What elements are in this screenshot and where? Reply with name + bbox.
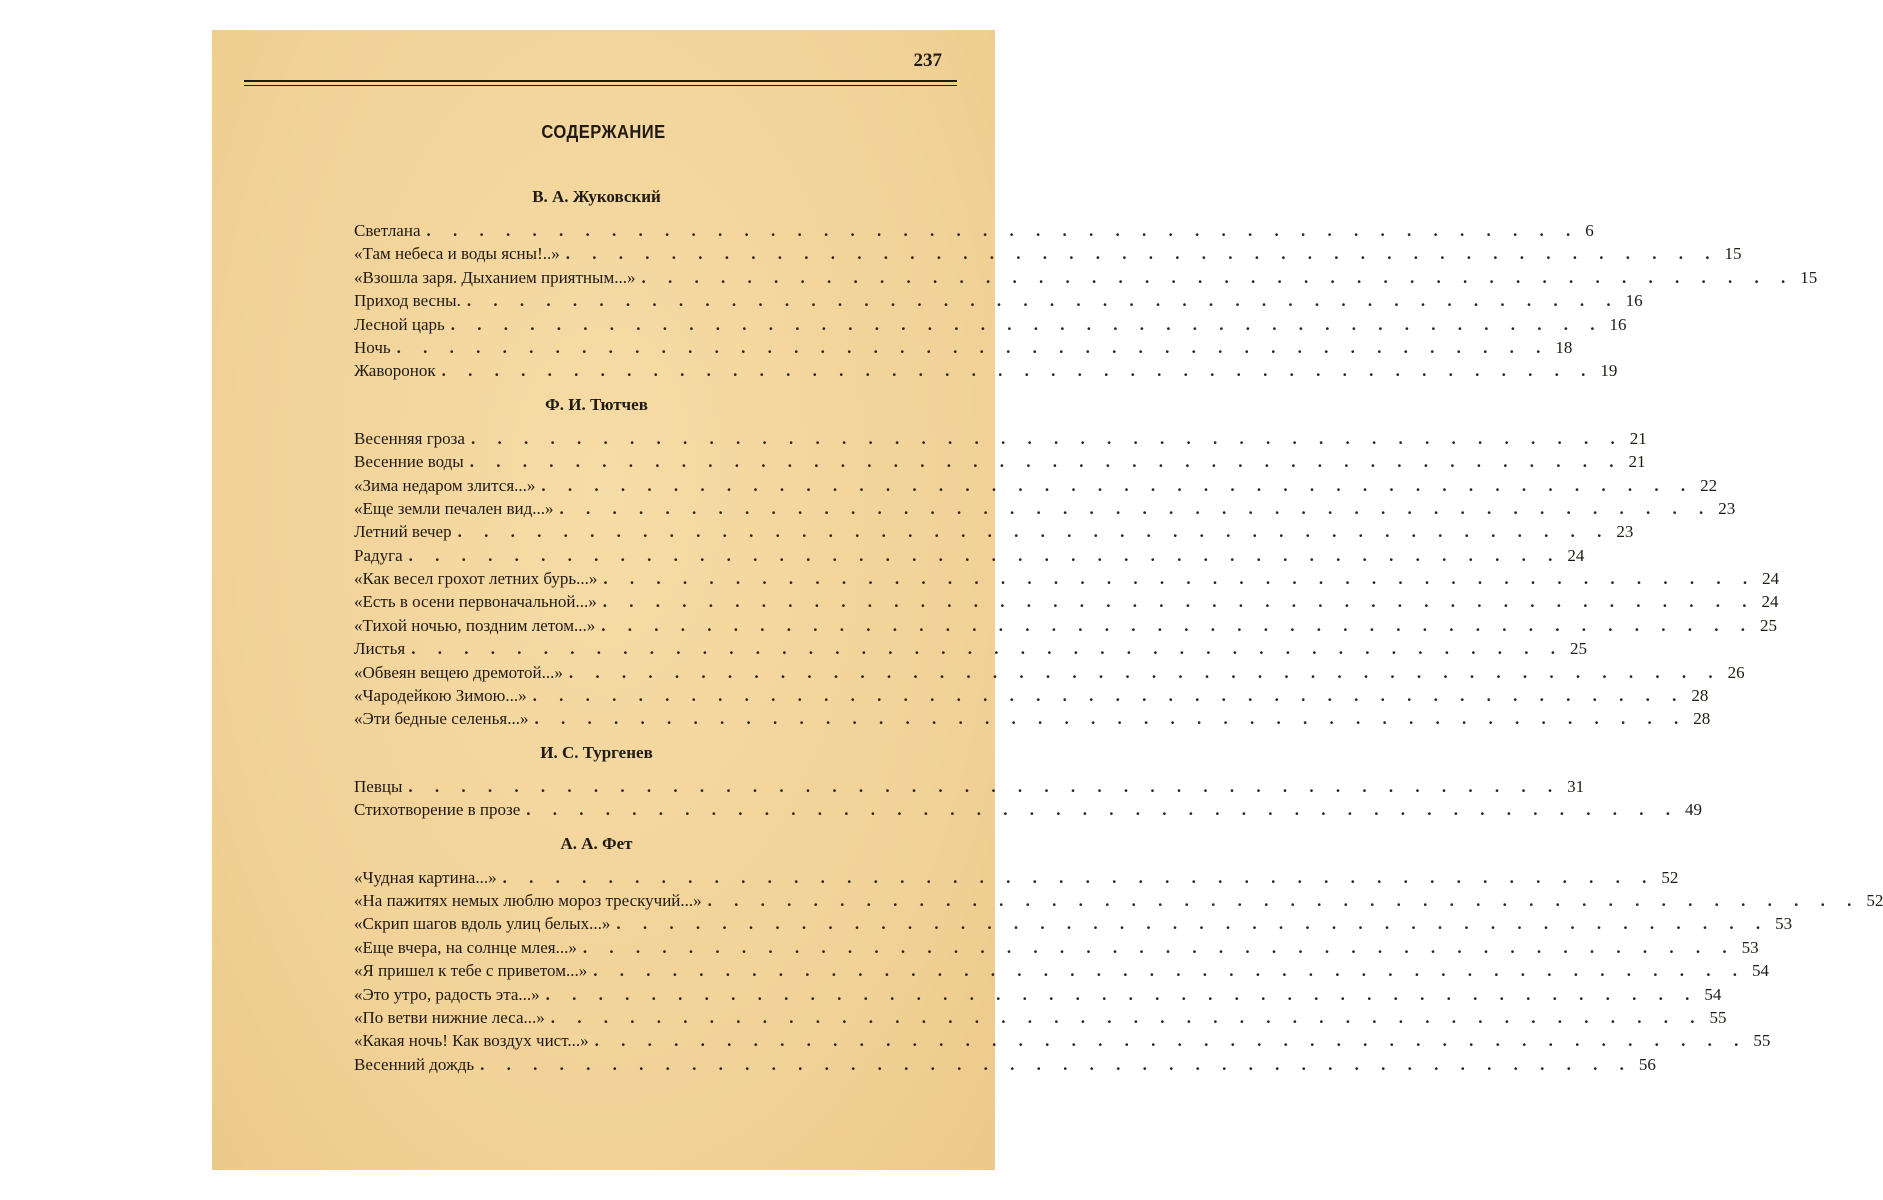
- toc-section: [354, 393, 1780, 731]
- entry-page-number: 49: [1685, 800, 1703, 820]
- entry-page-number: 55: [1709, 1007, 1727, 1027]
- author-heading: А. А. Фет: [560, 833, 633, 853]
- toc-entry: [354, 798, 1703, 821]
- entry-title: Весенние воды: [354, 452, 464, 472]
- dot-leader: . . . . . . . . . . . . . . . . . . . . . . . . . . . . . . . . . . . . . . . . . . . .: [559, 498, 1713, 518]
- toc-entry: [354, 1006, 1727, 1029]
- dot-leader: . . . . . . . . . . . . . . . . . . . . . . . . . . . . . . . . . . . . . . . . . . . .: [441, 361, 1595, 381]
- header-rule: [244, 80, 957, 86]
- author-heading: И. С. Тургенев: [540, 742, 653, 762]
- entry-page-number: 24: [1761, 592, 1779, 612]
- entry-page-number: 16: [1609, 314, 1627, 334]
- dot-leader: . . . . . . . . . . . . . . . . . . . . . . . . . . . . . . . . . . . . . . . . . . . .: [601, 615, 1754, 635]
- entry-title: «Чудная картина...»: [354, 867, 497, 887]
- toc-entry: [354, 866, 1679, 889]
- entry-title: «Взошла заря. Дыханием приятным...»: [354, 267, 636, 287]
- entry-page-number: 24: [1567, 545, 1585, 565]
- entry-title: «Зима недаром злится...»: [354, 475, 536, 495]
- toc-entry: [354, 684, 1709, 707]
- entry-title: Листья: [354, 639, 406, 659]
- entry-page-number: 52: [1866, 890, 1883, 910]
- page-number: 237: [913, 50, 942, 71]
- dot-leader: . . . . . . . . . . . . . . . . . . . . . . . . . . . . . . . . . . . . . . . . . . . .: [466, 291, 1620, 311]
- toc-entry: [354, 497, 1736, 520]
- toc-section: [354, 832, 1883, 1077]
- entry-list: [354, 219, 1818, 383]
- toc-entry: [354, 266, 1818, 289]
- entry-title: «Как весел грохот летних бурь...»: [354, 569, 598, 589]
- entry-page-number: 23: [1718, 498, 1736, 518]
- toc-entry: [354, 474, 1718, 497]
- entry-title: «Какая ночь! Как воздух чист...»: [354, 1031, 589, 1051]
- entry-title: Летний вечер: [354, 522, 452, 542]
- entry-page-number: 54: [1751, 961, 1769, 981]
- toc-entry: [354, 544, 1585, 567]
- dot-leader: . . . . . . . . . . . . . . . . . . . . . . . . . . . . . . . . . . . . . . . . . . . .: [616, 914, 1770, 934]
- dot-leader: . . . . . . . . . . . . . . . . . . . . . . . . . . . . . . . . . . . . . . . . . . . .: [411, 639, 1564, 659]
- entry-title: Лесной царь: [354, 314, 445, 334]
- toc-entry: [354, 614, 1777, 637]
- dot-leader: . . . . . . . . . . . . . . . . . . . . . . . . . . . . . . . . . . . . . . . . . . . .: [602, 592, 1756, 612]
- toc-section: [354, 741, 1703, 822]
- toc-entry: [354, 450, 1646, 473]
- toc-entry: [354, 289, 1643, 312]
- entry-title: «Еще земли печален вид...»: [354, 498, 554, 518]
- entry-title: Весенний дождь: [354, 1054, 475, 1074]
- entry-title: «Эти бедные селенья...»: [354, 709, 529, 729]
- dot-leader: . . . . . . . . . . . . . . . . . . . . . . . . . . . . . . . . . . . . . . . . . . . .: [603, 569, 1757, 589]
- author-heading: В. А. Жуковский: [532, 187, 661, 206]
- toc-entry: [354, 936, 1759, 959]
- entry-page-number: 21: [1629, 428, 1647, 448]
- entry-page-number: 25: [1759, 615, 1777, 635]
- entry-page-number: 24: [1762, 569, 1780, 589]
- dot-leader: . . . . . . . . . . . . . . . . . . . . . . . . . . . . . . . . . . . . . . . . . . . .: [541, 475, 1695, 495]
- entry-title: «По ветви нижние леса...»: [354, 1007, 545, 1027]
- dot-leader: . . . . . . . . . . . . . . . . . . . . . . . . . . . . . . . . . . . . . . . . . . . .: [582, 937, 1736, 957]
- entry-title: Приход весны.: [354, 291, 461, 311]
- toc-entry: [354, 336, 1573, 359]
- toc-entry: [354, 427, 1647, 450]
- entry-title: Весенняя гроза: [354, 428, 465, 448]
- dot-leader: . . . . . . . . . . . . . . . . . . . . . . . . . . . . . . . . . . . . . . . . . . . .: [568, 662, 1722, 682]
- dot-leader: . . . . . . . . . . . . . . . . . . . . . . . . . . . . . . . . . . . . . . . . . . . .: [641, 267, 1795, 287]
- entry-page-number: 18: [1555, 337, 1573, 357]
- entry-title: «Я пришел к тебе с приветом...»: [354, 961, 588, 981]
- toc-entry: [354, 1053, 1656, 1076]
- book-page: [212, 30, 1883, 1170]
- toc-entry: [354, 590, 1779, 613]
- toc-section: [354, 185, 1818, 383]
- dot-leader: . . . . . . . . . . . . . . . . . . . . . . . . . . . . . . . . . . . . . . . . . . . .: [534, 709, 1688, 729]
- dot-leader: . . . . . . . . . . . . . . . . . . . . . . . . . . . . . . . . . . . . . . . . . . . .: [502, 867, 1656, 887]
- entry-page-number: 19: [1600, 361, 1618, 381]
- entry-page-number: 6: [1585, 221, 1594, 240]
- entry-page-number: 22: [1700, 475, 1718, 495]
- entry-list: [354, 775, 1703, 822]
- entry-page-number: 53: [1741, 937, 1759, 957]
- toc-entry: [354, 313, 1627, 336]
- entry-title: Стихотворение в прозе: [354, 800, 521, 820]
- toc-entry: [354, 637, 1587, 660]
- entry-page-number: 25: [1569, 639, 1587, 659]
- entry-page-number: 21: [1628, 452, 1646, 472]
- entry-page-number: 28: [1691, 686, 1709, 706]
- toc-entry: [354, 959, 1769, 982]
- toc-entry: [354, 661, 1745, 684]
- toc-entry: [354, 242, 1742, 265]
- dot-leader: . . . . . . . . . . . . . . . . . . . . . . . . . . . . . . . . . . . . . . . . . . . .: [470, 428, 1624, 448]
- entry-list: [354, 866, 1883, 1077]
- dot-leader: . . . . . . . . . . . . . . . . . . . . . . . . . . . . . . . . . . . . . . . . . . . .: [565, 244, 1719, 264]
- dot-leader: . . . . . . . . . . . . . . . . . . . . . . . . . . . . . . . . . . . . . . . . . . . .: [594, 1031, 1748, 1051]
- table-of-contents: [354, 185, 1883, 1086]
- entry-title: «Это утро, радость эта...»: [354, 984, 540, 1004]
- author-heading: Ф. И. Тютчев: [545, 394, 648, 414]
- toc-entry: [354, 359, 1618, 382]
- entry-page-number: 15: [1800, 267, 1818, 287]
- toc-entry: [354, 219, 1594, 242]
- entry-list: [354, 427, 1780, 731]
- entry-title: «Скрип шагов вдоль улиц белых...»: [354, 914, 611, 934]
- entry-page-number: 52: [1661, 867, 1679, 887]
- dot-leader: . . . . . . . . . . . . . . . . . . . . . . . . . . . . . . . . . . . . . . . . . . . .: [550, 1007, 1704, 1027]
- dot-leader: . . . . . . . . . . . . . . . . . . . . . . . . . . . . . . . . . . . . . . . . . . . .: [408, 545, 1562, 565]
- entry-title: Ночь: [354, 337, 391, 357]
- entry-title: Певцы: [354, 776, 403, 796]
- entry-page-number: 26: [1727, 662, 1745, 682]
- entry-title: Светлана: [354, 221, 421, 240]
- entry-page-number: 54: [1704, 984, 1722, 1004]
- toc-entry: [354, 775, 1585, 798]
- dot-leader: . . . . . . . . . . . . . . . . . . . . . . . . . . . . . . . . . . . . . . . . . . . .: [457, 522, 1611, 542]
- dot-leader: . . . . . . . . . . . . . . . . . . . . . . . . . . . . . . . . . . . . . . . . . . . .: [532, 686, 1686, 706]
- entry-title: Радуга: [354, 545, 403, 565]
- dot-leader: . . . . . . . . . . . . . . . . . . . . . . . . . . . . . . . . . . . . . . . . . . . .: [526, 800, 1680, 820]
- toc-entry: [354, 520, 1634, 543]
- toc-title: СОДЕРЖАНИЕ: [541, 122, 666, 142]
- dot-leader: . . . . . . . . . . . . . . . . . . . . . . . . . . . . . . . . . . . . . . . . . . . .: [396, 337, 1550, 357]
- dot-leader: . . . . . . . . . . . . . . . . . . . . . . . . . . . . . . . . . . . . . . . . . . . .: [480, 1054, 1633, 1074]
- entry-page-number: 53: [1775, 914, 1793, 934]
- toc-entry: [354, 983, 1722, 1006]
- dot-leader: . . . . . . . . . . . . . . . . . . . . . . . . . . . . . . . . . . . . . . . . . . . .: [707, 890, 1861, 910]
- dot-leader: . . . . . . . . . . . . . . . . . . . . . . . . . . . . . . . . . . . . . . . . . . . .: [450, 314, 1604, 334]
- toc-entry: [354, 567, 1780, 590]
- entry-title: «Обвеян вещею дремотой...»: [354, 662, 563, 682]
- entry-page-number: 16: [1625, 291, 1643, 311]
- entry-page-number: 28: [1693, 709, 1711, 729]
- entry-title: «Там небеса и воды ясны!..»: [354, 244, 560, 264]
- entry-title: «Есть в осени первоначальной...»: [354, 592, 597, 612]
- entry-page-number: 23: [1616, 522, 1634, 542]
- dot-leader: . . . . . . . . . . . . . . . . . . . . . . . . . . . . . . . . . . . . . . . . . . . .: [408, 776, 1562, 796]
- dot-leader: . . . . . . . . . . . . . . . . . . . . . . . . . . . . . . . . . . . . . . . . . . . .: [469, 452, 1623, 472]
- entry-title: «Тихой ночью, поздним летом...»: [354, 615, 596, 635]
- entry-page-number: 31: [1567, 776, 1585, 796]
- entry-title: «Еще вчера, на солнце млея...»: [354, 937, 577, 957]
- toc-entry: [354, 889, 1883, 912]
- toc-entry: [354, 707, 1711, 730]
- dot-leader: . . . . . . . . . . . . . . . . . . . . . . . . . . . . . . . . . . . . . . . . . . . .: [426, 221, 1580, 240]
- entry-title: «Чародейкою Зимою...»: [354, 686, 527, 706]
- entry-title: «На пажитях немых люблю мороз трескучий...»: [354, 890, 702, 910]
- toc-entry: [354, 1029, 1771, 1052]
- entry-page-number: 15: [1724, 244, 1742, 264]
- dot-leader: . . . . . . . . . . . . . . . . . . . . . . . . . . . . . . . . . . . . . . . . . . . .: [545, 984, 1699, 1004]
- entry-page-number: 55: [1753, 1031, 1771, 1051]
- toc-entry: [354, 912, 1793, 935]
- entry-page-number: 56: [1638, 1054, 1656, 1074]
- entry-title: Жаворонок: [354, 361, 436, 381]
- dot-leader: . . . . . . . . . . . . . . . . . . . . . . . . . . . . . . . . . . . . . . . . . . . .: [593, 961, 1746, 981]
